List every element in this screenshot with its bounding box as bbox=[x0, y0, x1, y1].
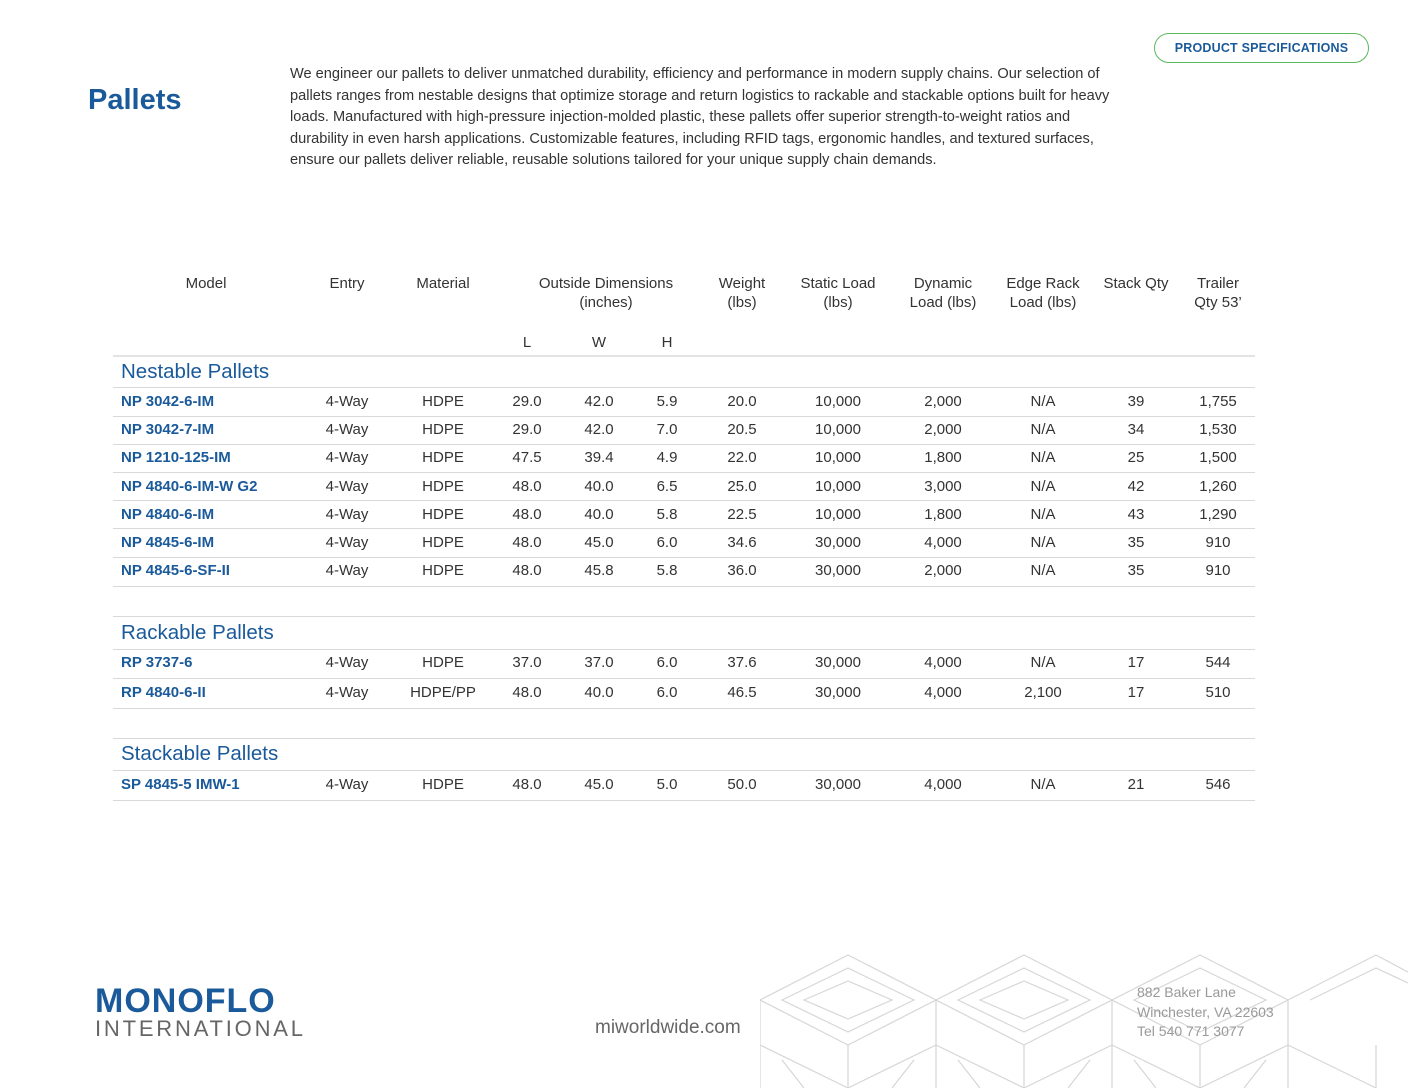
dynamic-load-cell: 2,000 bbox=[924, 562, 962, 579]
table-divider bbox=[113, 616, 1255, 617]
section-title: Stackable Pallets bbox=[121, 742, 279, 765]
trailer-qty-cell: 510 bbox=[1205, 684, 1231, 701]
trailer-qty-cell: 1,290 bbox=[1199, 506, 1237, 523]
stack-qty-cell: 17 bbox=[1127, 684, 1145, 701]
table-divider bbox=[113, 800, 1255, 801]
edge-rack-load-cell: 2,100 bbox=[1024, 684, 1062, 701]
width-cell: 45.0 bbox=[584, 776, 614, 793]
dynamic-load-cell: 4,000 bbox=[924, 654, 962, 671]
header-stack-qty: Stack Qty bbox=[1103, 275, 1169, 292]
table-divider bbox=[113, 444, 1255, 445]
weight-cell: 50.0 bbox=[727, 776, 757, 793]
weight-cell: 20.0 bbox=[727, 393, 757, 410]
header-entry: Entry bbox=[329, 275, 365, 292]
header-static-line1: Static Load bbox=[800, 275, 876, 292]
height-cell: 7.0 bbox=[656, 421, 678, 438]
length-cell: 29.0 bbox=[512, 421, 542, 438]
height-cell: 6.0 bbox=[656, 534, 678, 551]
edge-rack-load-cell: N/A bbox=[1030, 654, 1056, 671]
header-weight bbox=[719, 274, 765, 312]
weight-cell: 37.6 bbox=[727, 654, 757, 671]
stack-qty-cell: 42 bbox=[1127, 478, 1145, 495]
length-cell: 48.0 bbox=[512, 684, 542, 701]
edge-rack-load-cell: N/A bbox=[1030, 421, 1056, 438]
width-cell: 40.0 bbox=[584, 684, 614, 701]
section-title: Rackable Pallets bbox=[121, 621, 274, 644]
height-cell: 5.9 bbox=[656, 393, 678, 410]
table-divider bbox=[113, 770, 1255, 771]
length-cell: 48.0 bbox=[512, 506, 542, 523]
header-height: H bbox=[661, 334, 673, 351]
width-cell: 37.0 bbox=[584, 654, 614, 671]
static-load-cell: 30,000 bbox=[815, 534, 861, 551]
header-edge-rack-load bbox=[1006, 274, 1079, 312]
model-cell: SP 4845-5 IMW-1 bbox=[121, 776, 240, 793]
stack-qty-cell: 21 bbox=[1127, 776, 1145, 793]
weight-cell: 46.5 bbox=[727, 684, 757, 701]
length-cell: 47.5 bbox=[512, 449, 542, 466]
width-cell: 40.0 bbox=[584, 506, 614, 523]
length-cell: 37.0 bbox=[512, 654, 542, 671]
table-divider bbox=[113, 355, 1255, 357]
logo-subtitle: INTERNATIONAL bbox=[95, 1016, 306, 1041]
material-cell: HDPE bbox=[422, 478, 464, 495]
model-cell: NP 4845-6-SF-II bbox=[121, 562, 230, 579]
header-dynamic-line2: Load (lbs) bbox=[909, 294, 977, 311]
table-divider bbox=[113, 708, 1255, 709]
weight-cell: 25.0 bbox=[727, 478, 757, 495]
entry-cell: 4-Way bbox=[325, 562, 369, 579]
height-cell: 5.8 bbox=[656, 562, 678, 579]
stack-qty-cell: 34 bbox=[1127, 421, 1145, 438]
weight-cell: 34.6 bbox=[727, 534, 757, 551]
geometric-pattern-decoration bbox=[760, 950, 1408, 1088]
dynamic-load-cell: 1,800 bbox=[924, 506, 962, 523]
model-cell: NP 3042-7-IM bbox=[121, 421, 215, 438]
edge-rack-load-cell: N/A bbox=[1030, 776, 1056, 793]
intro-paragraph: We engineer our pallets to deliver unmatched durability, efficiency and performance in modern supply chains. Our selection of pallets ranges from nestable designs that optimize storage and return logistics to rackable and stackable options built for heavy loads. Manufactured with high-pressure injection-molded plastic, these pallets offer superior strength-to-weight ratios and durability in even harsh applications. Customizable features, including RFID tags, ergonomic handles, and textured surfaces, ensure our pallets deliver reliable, reusable solutions tailored for your unique supply chain demands. bbox=[290, 66, 1110, 168]
entry-cell: 4-Way bbox=[325, 421, 369, 438]
address-phone: Tel 540 771 3077 bbox=[1137, 1023, 1245, 1039]
product-specifications-badge: PRODUCT SPECIFICATIONS bbox=[1154, 33, 1369, 63]
trailer-qty-cell: 1,530 bbox=[1199, 421, 1237, 438]
header-length: L bbox=[522, 334, 532, 351]
material-cell: HDPE bbox=[422, 534, 464, 551]
weight-cell: 22.5 bbox=[727, 506, 757, 523]
monoflo-logo bbox=[95, 982, 306, 1042]
entry-cell: 4-Way bbox=[325, 393, 369, 410]
static-load-cell: 30,000 bbox=[815, 776, 861, 793]
header-width: W bbox=[591, 334, 607, 351]
table-divider bbox=[113, 649, 1255, 650]
table-divider bbox=[113, 416, 1255, 417]
width-cell: 40.0 bbox=[584, 478, 614, 495]
trailer-qty-cell: 1,755 bbox=[1199, 393, 1237, 410]
weight-cell: 22.0 bbox=[727, 449, 757, 466]
width-cell: 45.8 bbox=[584, 562, 614, 579]
entry-cell: 4-Way bbox=[325, 534, 369, 551]
header-model: Model bbox=[185, 275, 227, 292]
height-cell: 5.8 bbox=[656, 506, 678, 523]
header-outside-dimensions bbox=[539, 274, 673, 312]
trailer-qty-cell: 1,260 bbox=[1199, 478, 1237, 495]
edge-rack-load-cell: N/A bbox=[1030, 534, 1056, 551]
edge-rack-load-cell: N/A bbox=[1030, 478, 1056, 495]
company-address bbox=[1137, 983, 1274, 1042]
model-cell: RP 4840-6-II bbox=[121, 684, 206, 701]
width-cell: 45.0 bbox=[584, 534, 614, 551]
edge-rack-load-cell: N/A bbox=[1030, 562, 1056, 579]
entry-cell: 4-Way bbox=[325, 776, 369, 793]
dynamic-load-cell: 3,000 bbox=[924, 478, 962, 495]
trailer-qty-cell: 1,500 bbox=[1199, 449, 1237, 466]
model-cell: NP 4840-6-IM bbox=[121, 506, 215, 523]
width-cell: 42.0 bbox=[584, 421, 614, 438]
trailer-qty-cell: 544 bbox=[1205, 654, 1231, 671]
model-cell: NP 4840-6-IM-W G2 bbox=[121, 478, 258, 495]
logo-wordmark: MONOFLO bbox=[95, 982, 276, 1020]
header-dynamic-load bbox=[910, 274, 977, 312]
material-cell: HDPE bbox=[422, 421, 464, 438]
stack-qty-cell: 35 bbox=[1127, 534, 1145, 551]
entry-cell: 4-Way bbox=[325, 506, 369, 523]
height-cell: 4.9 bbox=[656, 449, 678, 466]
table-divider bbox=[113, 586, 1255, 587]
trailer-qty-cell: 546 bbox=[1205, 776, 1231, 793]
page-title: Pallets bbox=[88, 84, 182, 116]
stack-qty-cell: 25 bbox=[1127, 449, 1145, 466]
table-divider bbox=[113, 528, 1255, 529]
address-city: Winchester, VA 22603 bbox=[1137, 1003, 1274, 1020]
table-divider bbox=[113, 387, 1255, 388]
header-static-line2: (lbs) bbox=[823, 294, 853, 311]
width-cell: 39.4 bbox=[584, 449, 614, 466]
static-load-cell: 10,000 bbox=[815, 506, 861, 523]
section-title: Nestable Pallets bbox=[121, 360, 270, 383]
material-cell: HDPE bbox=[422, 393, 464, 410]
length-cell: 48.0 bbox=[512, 562, 542, 579]
height-cell: 6.5 bbox=[656, 478, 678, 495]
static-load-cell: 10,000 bbox=[815, 478, 861, 495]
address-street: 882 Baker Lane bbox=[1137, 984, 1236, 1000]
edge-rack-load-cell: N/A bbox=[1030, 506, 1056, 523]
model-cell: NP 3042-6-IM bbox=[121, 393, 215, 410]
stack-qty-cell: 43 bbox=[1127, 506, 1145, 523]
table-divider bbox=[113, 738, 1255, 739]
model-cell: NP 1210-125-IM bbox=[121, 449, 231, 466]
header-weight-line1: Weight bbox=[718, 275, 766, 292]
entry-cell: 4-Way bbox=[325, 654, 369, 671]
header-weight-line2: (lbs) bbox=[727, 294, 757, 311]
dynamic-load-cell: 2,000 bbox=[924, 421, 962, 438]
header-dims-line2: (inches) bbox=[579, 294, 633, 311]
material-cell: HDPE bbox=[422, 776, 464, 793]
material-cell: HDPE bbox=[422, 562, 464, 579]
table-divider bbox=[113, 500, 1255, 501]
length-cell: 48.0 bbox=[512, 776, 542, 793]
static-load-cell: 10,000 bbox=[815, 421, 861, 438]
static-load-cell: 10,000 bbox=[815, 393, 861, 410]
stack-qty-cell: 35 bbox=[1127, 562, 1145, 579]
header-trailer-line1: Trailer bbox=[1197, 275, 1239, 292]
trailer-qty-cell: 910 bbox=[1205, 534, 1231, 551]
static-load-cell: 30,000 bbox=[815, 562, 861, 579]
weight-cell: 36.0 bbox=[727, 562, 757, 579]
header-trailer-qty bbox=[1194, 274, 1242, 312]
website-url: miworldwide.com bbox=[595, 1017, 741, 1038]
table-divider bbox=[113, 472, 1255, 473]
header-edge-line2: Load (lbs) bbox=[1009, 294, 1077, 311]
length-cell: 29.0 bbox=[512, 393, 542, 410]
header-trailer-line2: Qty 53’ bbox=[1194, 294, 1242, 311]
model-cell: RP 3737-6 bbox=[121, 654, 193, 671]
material-cell: HDPE/PP bbox=[410, 684, 476, 701]
height-cell: 6.0 bbox=[656, 684, 678, 701]
table-divider bbox=[113, 678, 1255, 679]
header-edge-line1: Edge Rack bbox=[1006, 275, 1080, 292]
height-cell: 6.0 bbox=[656, 654, 678, 671]
header-static-load bbox=[800, 274, 875, 312]
static-load-cell: 30,000 bbox=[815, 654, 861, 671]
edge-rack-load-cell: N/A bbox=[1030, 449, 1056, 466]
weight-cell: 20.5 bbox=[727, 421, 757, 438]
static-load-cell: 30,000 bbox=[815, 684, 861, 701]
dynamic-load-cell: 4,000 bbox=[924, 534, 962, 551]
entry-cell: 4-Way bbox=[325, 449, 369, 466]
dynamic-load-cell: 1,800 bbox=[924, 449, 962, 466]
header-material: Material bbox=[416, 275, 470, 292]
header-dynamic-line1: Dynamic bbox=[913, 275, 973, 292]
dynamic-load-cell: 4,000 bbox=[924, 684, 962, 701]
material-cell: HDPE bbox=[422, 654, 464, 671]
stack-qty-cell: 39 bbox=[1127, 393, 1145, 410]
entry-cell: 4-Way bbox=[325, 478, 369, 495]
static-load-cell: 10,000 bbox=[815, 449, 861, 466]
width-cell: 42.0 bbox=[584, 393, 614, 410]
edge-rack-load-cell: N/A bbox=[1030, 393, 1056, 410]
table-divider bbox=[113, 557, 1255, 558]
model-cell: NP 4845-6-IM bbox=[121, 534, 215, 551]
dynamic-load-cell: 2,000 bbox=[924, 393, 962, 410]
trailer-qty-cell: 910 bbox=[1205, 562, 1231, 579]
material-cell: HDPE bbox=[422, 449, 464, 466]
stack-qty-cell: 17 bbox=[1127, 654, 1145, 671]
material-cell: HDPE bbox=[422, 506, 464, 523]
length-cell: 48.0 bbox=[512, 534, 542, 551]
dynamic-load-cell: 4,000 bbox=[924, 776, 962, 793]
header-dims-line1: Outside Dimensions bbox=[538, 275, 674, 292]
height-cell: 5.0 bbox=[656, 776, 678, 793]
length-cell: 48.0 bbox=[512, 478, 542, 495]
entry-cell: 4-Way bbox=[325, 684, 369, 701]
